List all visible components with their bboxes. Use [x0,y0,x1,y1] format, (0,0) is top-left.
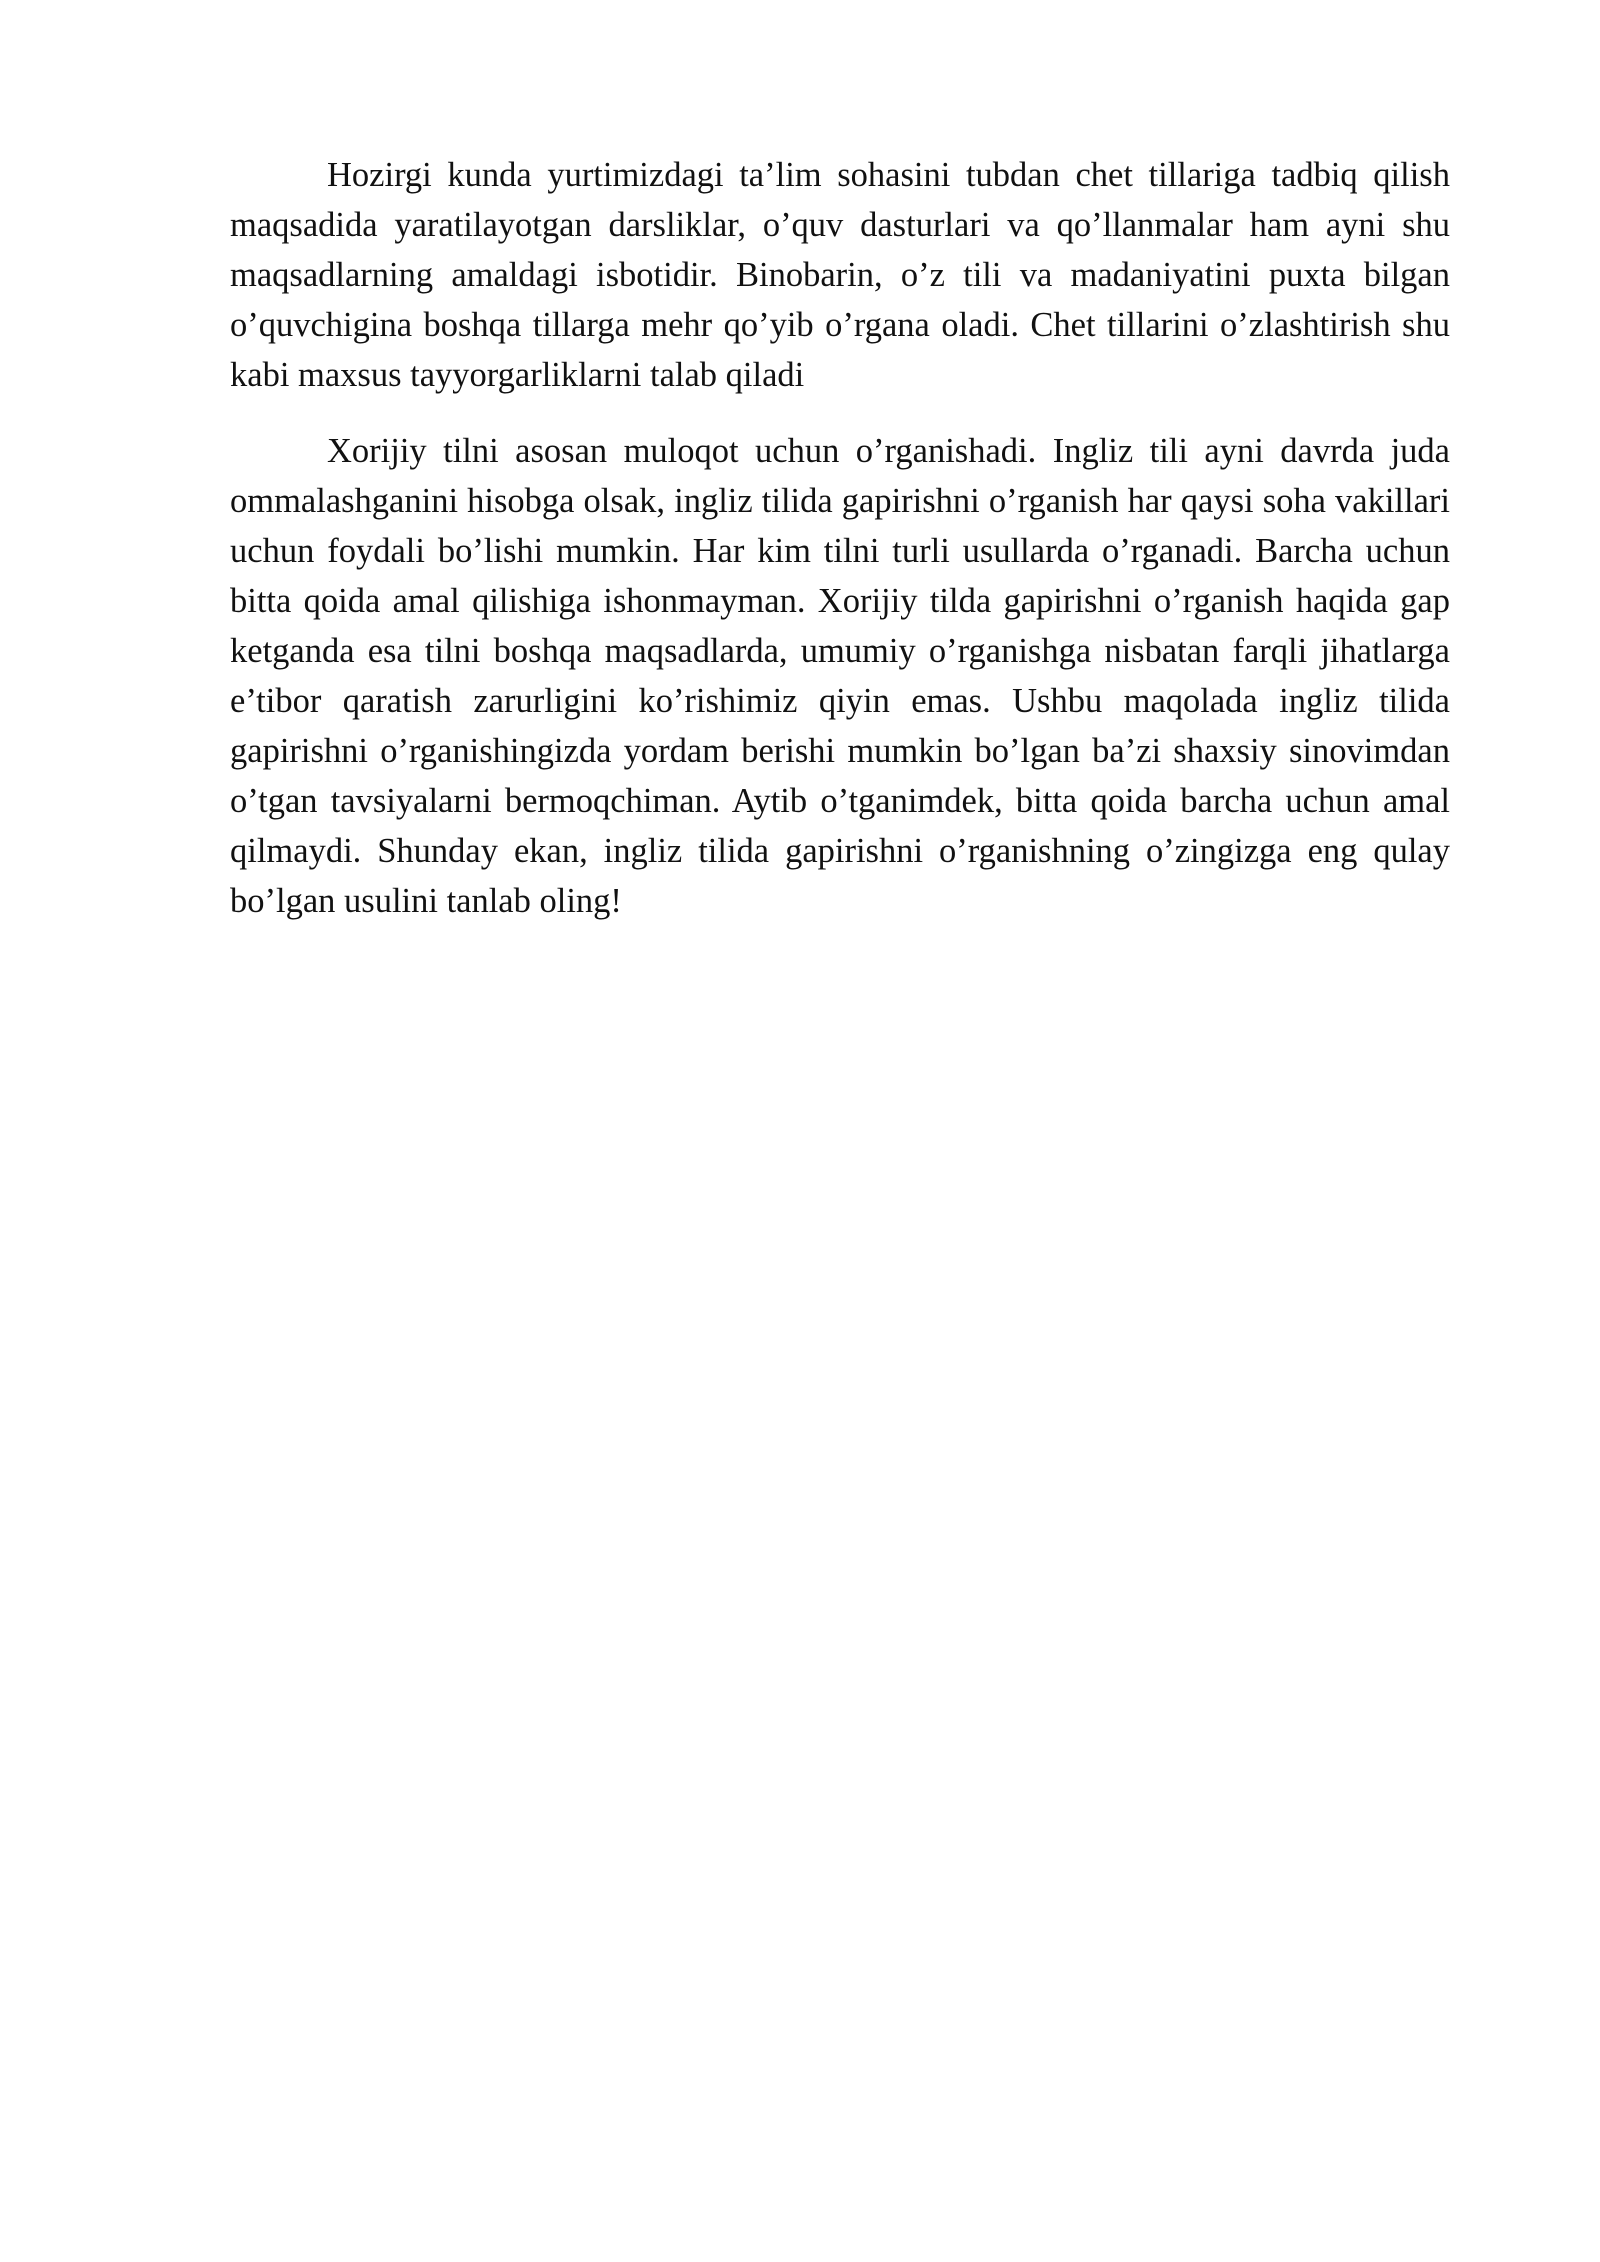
body-text [230,150,1450,926]
paragraph-2: Xorijiy tilni asosan muloqot uchun o’rganishadi. Ingliz tili ayni davrda juda ommalashganini hisobga olsak, ingliz tilida gapirishni o’rganish har qaysi soha vakillari uchun foydali bo’lishi mumkin. Har kim tilni turli usullarda o’rganadi. Barcha uchun bitta qoida amal qilishiga ishonmayman. Xorijiy tilda gapirishni o’rganish haqida gap ketganda esa tilni boshqa maqsadlarda, umumiy o’rganishga nisbatan farqli jihatlarga e’tibor qaratish zarurligini ko’rishimiz qiyin emas. Ushbu maqolada ingliz tilida gapirishni o’rganishingizda yordam berishi mumkin bo’lgan ba’zi shaxsiy sinovimdan o’tgan tavsiyalarni bermoqchiman. Aytib o’tganimdek, bitta qoida barcha uchun amal qilmaydi. Shunday ekan, ingliz tilida gapirishni o’rganishning o’zingizga eng qulay bo’lgan usulini tanlab oling! [230,432,1450,920]
paragraph-1: Hozirgi kunda yurtimizdagi ta’lim sohasini tubdan chet tillariga tadbiq qilish maqsadida yaratilayotgan darsliklar, o’quv dasturlari va qo’llanmalar ham ayni shu maqsadlarning amaldagi isbotidir. Binobarin, o’z tili va madaniyatini puxta bilgan o’quvchigina boshqa tillarga mehr qo’yib o’rgana oladi. Chet tillarini o’zlashtirish shu kabi maxsus tayyorgarliklarni talab qiladi [230,156,1450,394]
